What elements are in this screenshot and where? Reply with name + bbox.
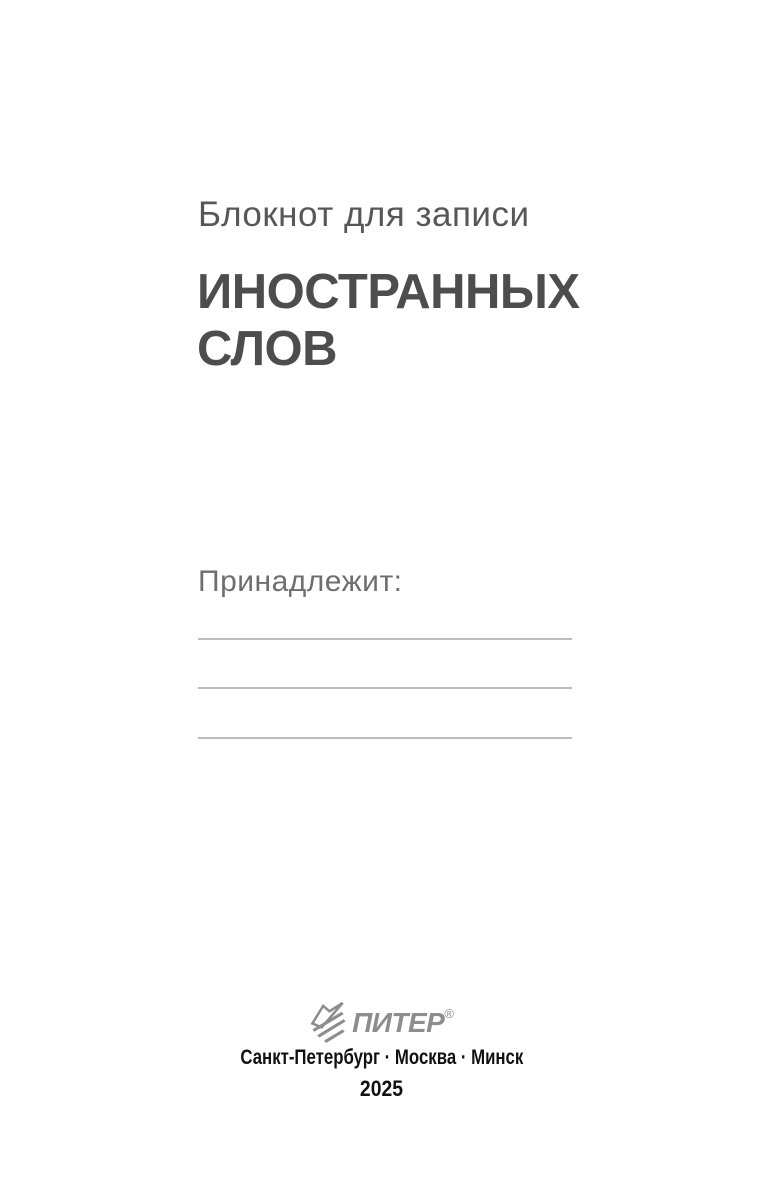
imprint-year: 2025 [359,1076,404,1101]
owner-write-in-line [198,687,572,689]
publisher-footer [0,1001,763,1100]
book-title [197,264,580,378]
piter-logo-mark-icon [309,1001,349,1043]
belongs-label: Принадлежит: [198,565,403,598]
imprint-cities: Санкт-Петербург · Москва · Минск [240,1046,523,1069]
book-title-line2: СЛОВ [197,322,338,376]
owner-write-in-line [198,737,572,739]
piter-logo [309,1001,454,1043]
registered-trademark: ® [444,1006,454,1021]
publisher-name: ПИТЕР [352,1007,445,1038]
book-subtitle: Блокнот для записи [198,195,530,234]
owner-write-in-line [198,638,572,640]
book-title-line1: ИНОСТРАННЫХ [197,265,580,319]
